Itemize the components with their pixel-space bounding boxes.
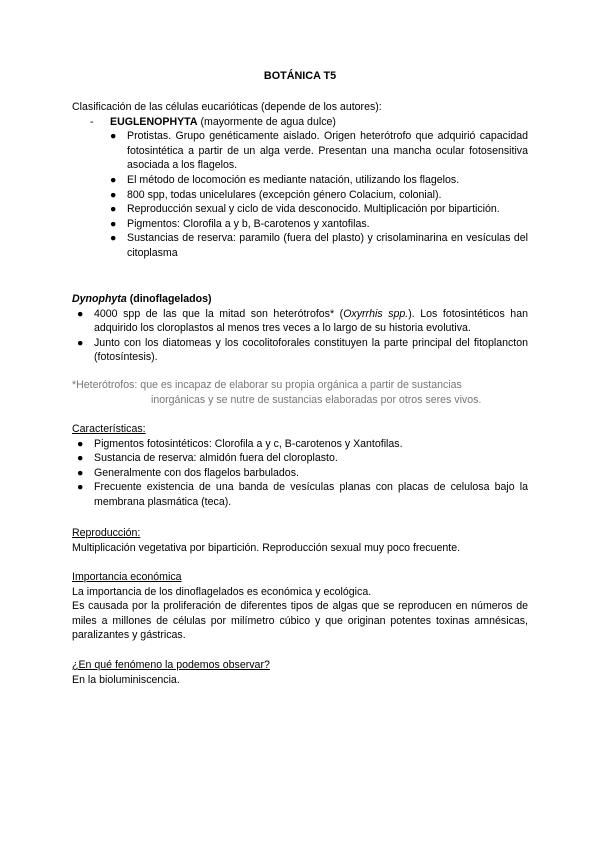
footnote [72, 378, 528, 407]
bullet-icon: ● [110, 188, 117, 201]
reproduccion-section [72, 526, 528, 555]
list-item: ● Protistas. Grupo genéticamente aislado. Origen heterótrofo que adquirió capacidad fotosintética a partir de un alga verde. Presentan una mancha ocular fotosensitiva asociada a los flagelos. [110, 130, 528, 172]
euglena-note: (mayormente de agua dulce) [200, 115, 336, 128]
bullet-icon: ● [77, 307, 84, 320]
dash-marker: - [90, 115, 94, 128]
dino-common-name: (dinoflagelados) [126, 293, 212, 305]
page-title: BOTÁNICA T5 [263, 70, 337, 82]
bullet-icon: ● [110, 130, 117, 143]
list-item: ● Pigmentos fotosintéticos: Clorofila a y c, B-carotenos y Xantofilas. [77, 437, 403, 450]
list-item: ● Frecuente existencia de una banda de vesículas planas con placas de celulosa bajo la membrana plasmática (teca). [77, 481, 528, 508]
bullet-icon: ● [77, 452, 84, 465]
reproduccion-text: Multiplicación vegetativa por bipartición. Reproducción sexual muy poco frecuente. [72, 541, 461, 554]
fenomeno-section [72, 658, 528, 687]
euglena-section [72, 100, 528, 261]
list-item: ● Reproducción sexual y ciclo de vida desconocido. Multiplicación por bipartición. [110, 203, 500, 216]
list-item: ● 800 spp, todas unicelulares (excepción género Colacium, colonial). [110, 188, 442, 201]
list-item: ● Sustancia de reserva: almidón fuera del cloroplasto. [77, 452, 338, 465]
importancia-paragraph: Es causada por la proliferación de diferentes tipos de algas que se reproducen en números de miles a millones de células por milímetro cúbico y que originan potentes toxinas amnésicas, paralizantes y gástricas. [72, 600, 528, 642]
euglena-bullets [72, 129, 528, 260]
intro-text: Clasificación de las células eucarióticas (depende de los autores): [72, 101, 382, 113]
caracteristicas-bullets [72, 437, 528, 510]
fenomeno-question: ¿En qué fenómeno la podemos observar? [72, 659, 270, 671]
list-item: ● Sustancias de reserva: paramilo (fuera del plasto) y crisolaminarina en vesículas del citoplasma [110, 232, 528, 259]
fenomeno-answer: En la bioluminiscencia. [72, 673, 180, 686]
footnote-line2: inorgánicas y se nutre de sustancias elaboradas por otros seres vivos. [151, 393, 482, 406]
bullet-icon: ● [77, 336, 84, 349]
reproduccion-heading: Reproducción: [72, 527, 141, 539]
bullet-icon: ● [110, 203, 117, 216]
footnote-line1: *Heterótrofos: que es incapaz de elaborar su propia orgánica a partir de sustancias [72, 379, 462, 391]
bullet-icon: ● [110, 232, 117, 245]
list-item: ● Pigmentos: Clorofila a y b, B-carotenos y xantofilas. [110, 217, 370, 230]
list-item: ● Generalmente con dos flagelos barbulados. [77, 466, 299, 479]
list-item: ● Junto con los diatomeas y los cocolitoforales constituyen la parte principal del fitoplancton (fotosíntesis). [77, 336, 528, 364]
bullet-icon: ● [77, 481, 84, 494]
euglena-name: EUGLENOPHYTA [110, 115, 198, 128]
bullet-icon: ● [110, 173, 117, 186]
importancia-section [72, 570, 528, 643]
euglena-heading [72, 115, 528, 130]
dino-bullets [72, 307, 528, 365]
bullet-icon: ● [77, 466, 84, 479]
importancia-line1: La importancia de los dinoflagelados es económica y ecológica. [72, 585, 372, 598]
dino-name: Dynophyta [72, 293, 127, 305]
importancia-heading: Importancia económica [72, 571, 182, 583]
dino-heading [72, 292, 528, 307]
caracteristicas-heading: Características: [72, 423, 146, 435]
caracteristicas-section [72, 422, 528, 510]
dino-section [72, 292, 528, 365]
bullet-icon: ● [110, 217, 117, 230]
list-item: ● El método de locomoción es mediante natación, utilizando los flagelos. [110, 173, 460, 186]
bullet-icon: ● [77, 437, 84, 450]
list-item: ● 4000 spp de las que la mitad son heterótrofos* (Oxyrrhis spp.). Los fotosintéticos han adquirido los cloroplastos al menos tres veces a lo largo de su historia evolutiva. [77, 307, 528, 335]
